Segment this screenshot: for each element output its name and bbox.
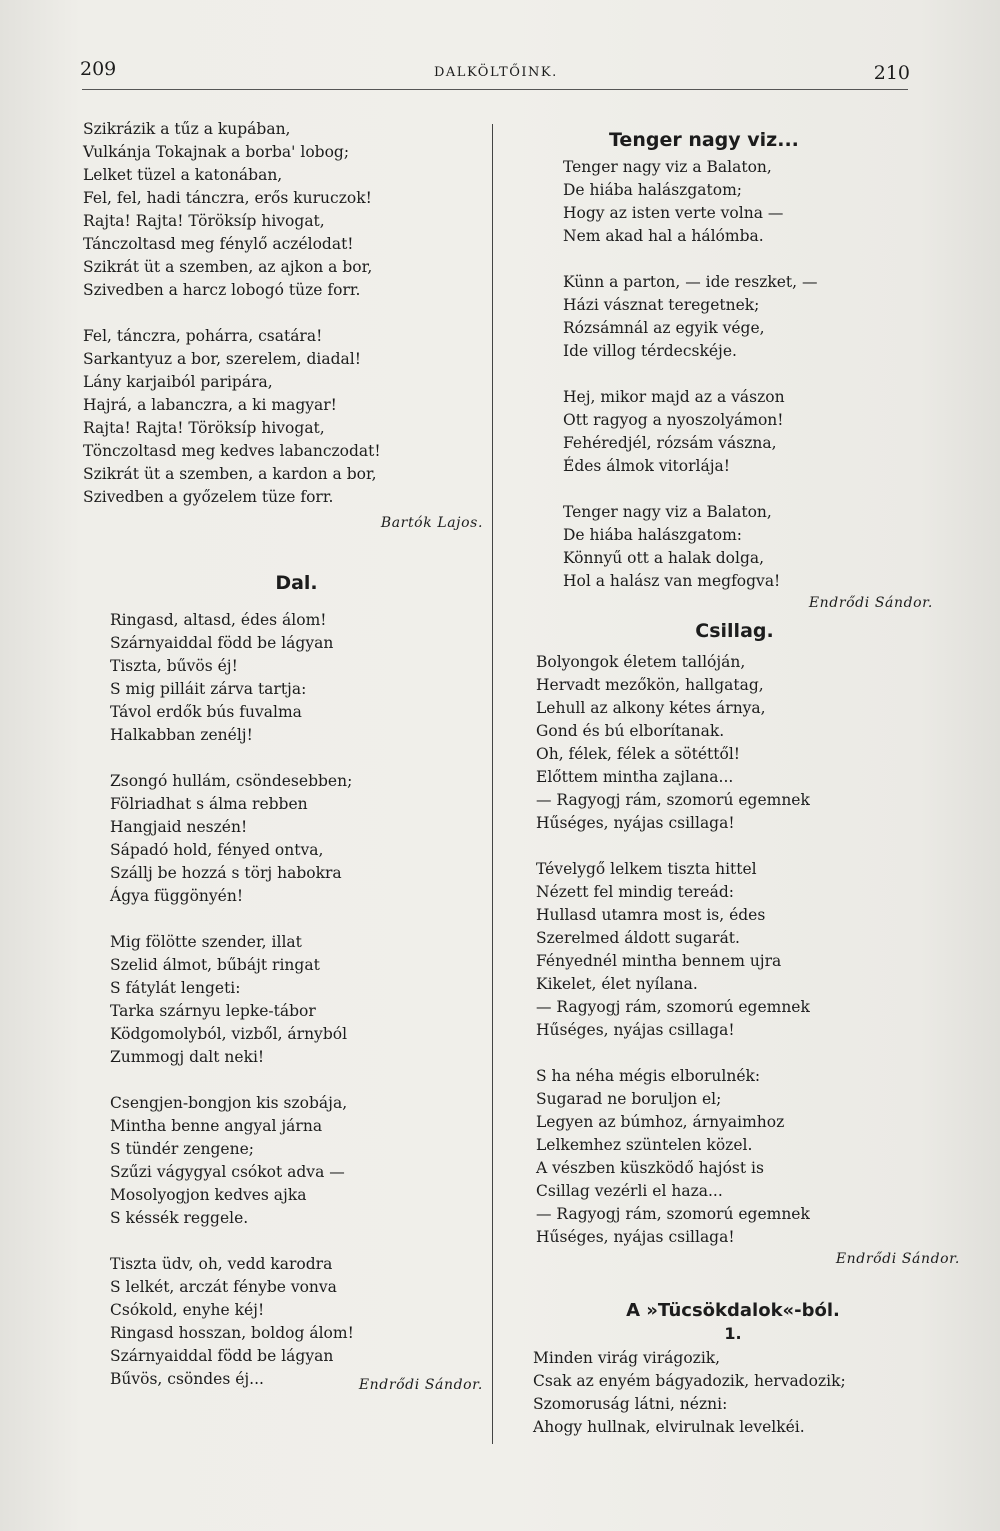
verse-line: Előttem mintha zajlana... [536, 768, 734, 786]
verse-line: Ahogy hullnak, elvirulnak levelkéi. [533, 1418, 805, 1436]
verse-line: — Ragyogj rám, szomorú egemnek [536, 1205, 810, 1223]
verse-line: Tarka szárnyu lepke-tábor [110, 1002, 316, 1020]
verse-line: Künn a parton, — ide reszket, — [563, 273, 818, 291]
verse-line: Ködgomolyból, vizből, árnyból [110, 1025, 348, 1043]
verse-line: Fehéredjél, rózsám vászna, [563, 434, 777, 452]
verse-line: Hervadt mezőkön, hallgatag, [536, 676, 764, 694]
verse-line: — Ragyogj rám, szomorú egemnek [536, 791, 810, 809]
poem-title: Csillag. [695, 620, 774, 642]
verse-line: Minden virág virágozik, [533, 1349, 721, 1367]
verse-line: Lehull az alkony kétes árnya, [536, 699, 766, 717]
verse-line: S lelkét, arczát fénybe vonva [110, 1278, 337, 1296]
verse-line: Szűzi vágygyal csókot adva — [110, 1163, 345, 1181]
verse-line: Mosolyogjon kedves ajka [110, 1186, 307, 1204]
stanza [110, 1253, 483, 1391]
verse-line: Szikrát üt a szemben, az ajkon a bor, [83, 258, 373, 276]
page-number-right: 210 [873, 62, 910, 84]
verse-line: Lelkemhez szüntelen közel. [536, 1136, 753, 1154]
stanza [83, 325, 483, 509]
section-number: 1. [724, 1324, 742, 1343]
verse-line: Tenger nagy viz a Balaton, [563, 503, 772, 521]
poem-author: Endrődi Sándor. [835, 1251, 960, 1267]
verse-line: Rózsámnál az egyik vége, [563, 319, 765, 337]
verse-line: Tiszta, bűvös éj! [110, 657, 238, 675]
stanza [110, 1092, 483, 1230]
verse-line: Szárnyaiddal född be lágyan [110, 1347, 334, 1365]
stanza [536, 1065, 933, 1249]
verse-line: S késsék reggele. [110, 1209, 249, 1227]
verse-line: Szárnyaiddal född be lágyan [110, 634, 334, 652]
verse-line: Zsongó hullám, csöndesebben; [110, 772, 353, 790]
verse-line: Rajta! Rajta! Töröksíp hivogat, [83, 212, 325, 230]
verse-line: Fel, fel, hadi tánczra, erős kuruczok! [83, 189, 372, 207]
verse-line: S fátylát lengeti: [110, 979, 241, 997]
verse-line: Ide villog térdecskéje. [563, 342, 737, 360]
verse-line: Szivedben a győzelem tüze forr. [83, 488, 334, 506]
poem-szikrazik [83, 118, 483, 533]
page-number-left: 209 [80, 58, 117, 80]
verse-line: Hűséges, nyájas csillaga! [536, 1021, 735, 1039]
verse-line: Gond és bú elborítanak. [536, 722, 725, 740]
stanza [563, 156, 933, 248]
verse-line: Mig fölötte szender, illat [110, 933, 302, 951]
verse-line: Mintha benne angyal járna [110, 1117, 323, 1135]
verse-line: Fényednél mintha bennem ujra [536, 952, 782, 970]
stanza [110, 931, 483, 1069]
verse-line: Hajrá, a labanczra, a ki magyar! [83, 396, 337, 414]
right-column [533, 129, 960, 1439]
poem-title: Dal. [275, 572, 318, 594]
verse-line: Ringasd hosszan, boldog álom! [110, 1324, 354, 1342]
verse-line: Szerelmed áldott sugarát. [536, 929, 740, 947]
verse-line: Tenger nagy viz a Balaton, [563, 158, 772, 176]
verse-line: Szikrázik a tűz a kupában, [83, 120, 291, 138]
verse-line: Távol erdők bús fuvalma [110, 703, 302, 721]
verse-line: Fölriadhat s álma rebben [110, 795, 308, 813]
verse-line: De hiába halászgatom: [563, 526, 742, 544]
verse-line: Csengjen-bongjon kis szobája, [110, 1094, 348, 1112]
verse-line: Hogy az isten verte volna — [563, 204, 784, 222]
stanza [83, 118, 483, 302]
verse-line: Csak az enyém bágyadozik, hervadozik; [533, 1372, 846, 1390]
verse-line: Csókold, enyhe kéj! [110, 1301, 265, 1319]
section-title: A »Tücsökdalok«-ból. [626, 1300, 840, 1321]
verse-line: Hullasd utamra most is, édes [536, 906, 766, 924]
verse-line: Tévelygő lelkem tiszta hittel [536, 860, 757, 878]
verse-line: Házi vásznat teregetnek; [563, 296, 760, 314]
verse-line: Nem akad hal a hálómba. [563, 227, 764, 245]
verse-line: Bolyongok életem tallóján, [536, 653, 746, 671]
stanza [110, 609, 483, 747]
poem-tenger-nagy-viz [563, 129, 933, 613]
running-title: DALKÖLTŐINK. [434, 65, 558, 80]
poem-title: Tenger nagy viz... [609, 129, 799, 151]
column-divider [492, 124, 493, 1444]
verse-line: Ágya függönyén! [110, 887, 244, 905]
verse-line: Kikelet, élet nyílana. [536, 975, 698, 993]
tucsokdalok-section [533, 1299, 933, 1439]
verse-line: De hiába halászgatom; [563, 181, 742, 199]
verse-line: Nézett fel mindig tereád: [536, 883, 734, 901]
verse-line: Hol a halász van megfogva! [563, 572, 781, 590]
verse-line: Könnyű ott a halak dolga, [563, 549, 765, 567]
verse-line: Rajta! Rajta! Töröksíp hivogat, [83, 419, 325, 437]
left-column [83, 118, 483, 1395]
verse-line: Szomoruság látni, nézni: [533, 1395, 728, 1413]
verse-line: Bűvös, csöndes éj... [110, 1370, 264, 1388]
poem-author: Endrődi Sándor. [358, 1377, 483, 1393]
verse-line: Lány karjaiból paripára, [83, 373, 273, 391]
verse-line: Édes álmok vitorlája! [563, 457, 730, 475]
verse-line: Ott ragyog a nyoszolyámon! [563, 411, 784, 429]
verse-line: Szivedben a harcz lobogó tüze forr. [83, 281, 361, 299]
verse-line: A vészben küszködő hajóst is [536, 1159, 764, 1177]
poem-author: Endrődi Sándor. [808, 595, 933, 611]
verse-line: Csillag vezérli el haza... [536, 1182, 723, 1200]
header-rule [82, 89, 908, 90]
verse-line: Oh, félek, félek a sötéttől! [536, 745, 741, 763]
verse-line: Szelid álmot, bűbájt ringat [110, 956, 320, 974]
verse-line: Fel, tánczra, pohárra, csatára! [83, 327, 323, 345]
verse-line: Lelket tüzel a katonában, [83, 166, 283, 184]
verse-line: Hűséges, nyájas csillaga! [536, 1228, 735, 1246]
verse-line: Hűséges, nyájas csillaga! [536, 814, 735, 832]
verse-line: Vulkánja Tokajnak a borba' lobog; [83, 143, 350, 161]
verse-line: S mig pilláit zárva tartja: [110, 680, 307, 698]
stanza [536, 651, 933, 835]
stanza [536, 858, 933, 1042]
verse-line: Zummogj dalt neki! [110, 1048, 265, 1066]
verse-line: Tánczoltasd meg fénylő aczélodat! [83, 235, 354, 253]
stanza [110, 770, 483, 908]
verse-line: Hangjaid neszén! [110, 818, 248, 836]
verse-line: Sarkantyuz a bor, szerelem, diadal! [83, 350, 361, 368]
verse-line: Legyen az búmhoz, árnyaimhoz [536, 1113, 785, 1131]
stanza [563, 501, 933, 593]
verse-line: Szikrát üt a szemben, a kardon a bor, [83, 465, 377, 483]
verse-line: Tiszta üdv, oh, vedd karodra [110, 1255, 333, 1273]
verse-line: Sápadó hold, fényed ontva, [110, 841, 324, 859]
verse-line: Halkabban zenélj! [110, 726, 253, 744]
verse-line: Sugarad ne boruljon el; [536, 1090, 722, 1108]
page-header [80, 58, 910, 88]
poem-author: Bartók Lajos. [380, 515, 483, 531]
verse-line: Hej, mikor majd az a vászon [563, 388, 785, 406]
verse-line: Szállj be hozzá s törj habokra [110, 864, 342, 882]
verse-line: S tündér zengene; [110, 1140, 254, 1158]
poem-csillag [536, 619, 960, 1269]
poem-dal [83, 571, 483, 1395]
verse-line: S ha néha mégis elborulnék: [536, 1067, 761, 1085]
verse-line: — Ragyogj rám, szomorú egemnek [536, 998, 810, 1016]
verse-line: Ringasd, altasd, édes álom! [110, 611, 327, 629]
stanza [563, 271, 933, 363]
stanza [563, 386, 933, 478]
verse-line: Tönczoltasd meg kedves labanczodat! [83, 442, 381, 460]
